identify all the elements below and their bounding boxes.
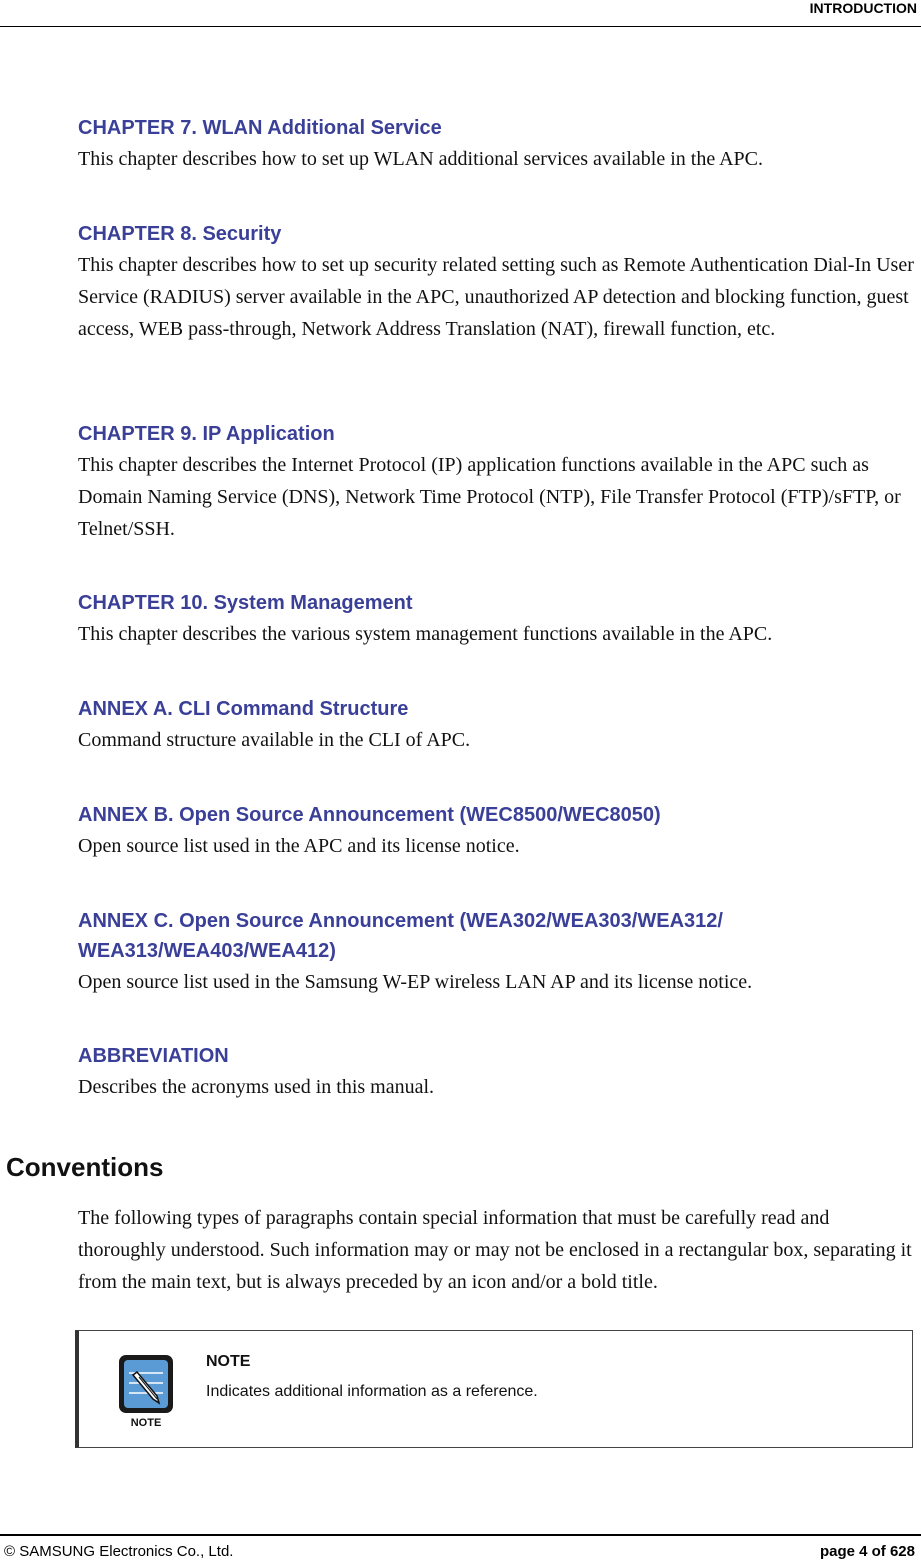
section-body: Open source list used in the APC and its license notice. (78, 835, 520, 857)
conventions-section (78, 1202, 918, 1298)
section-chapter-7 (78, 113, 918, 175)
note-text: Indicates additional information as a reference. (206, 1383, 538, 1400)
section-chapter-10 (78, 588, 918, 650)
section-chapter-8 (78, 219, 918, 345)
footer-copyright: © SAMSUNG Electronics Co., Ltd. (4, 1543, 234, 1560)
footer-page-number: page 4 of 628 (819, 1543, 915, 1560)
section-title: CHAPTER 10. System Management (78, 592, 413, 614)
section-body: Describes the acronyms used in this manual. (78, 1076, 435, 1098)
section-body: This chapter describes how to set up WLAN additional services available in the APC. (78, 148, 764, 170)
section-body: Open source list used in the Samsung W-EP wireless LAN AP and its license notice. (78, 971, 753, 993)
note-icon-label: NOTE (130, 1417, 162, 1429)
page-header-title: INTRODUCTION (809, 0, 917, 16)
section-title: CHAPTER 7. WLAN Additional Service (78, 117, 442, 139)
section-title: CHAPTER 9. IP Application (78, 423, 335, 445)
section-title: ANNEX A. CLI Command Structure (78, 698, 409, 720)
section-annex-c (78, 906, 918, 998)
header-rule (0, 26, 921, 27)
note-icon (117, 1353, 175, 1429)
section-title: ABBREVIATION (78, 1045, 229, 1067)
note-title: NOTE (206, 1353, 251, 1370)
section-body: This chapter describes the Internet Protocol (IP) application functions available in the APC such as Domain Naming Service (DNS), Network Time Protocol (NTP), File Transfer Protocol (FTP)/sFTP, or Telnet/SSH. (78, 454, 901, 540)
section-annex-b (78, 800, 918, 862)
section-title: ANNEX B. Open Source Announcement (WEC8500/WEC8050) (78, 804, 661, 826)
section-body: Command structure available in the CLI of APC. (78, 729, 471, 751)
footer-rule (0, 1534, 921, 1536)
section-abbreviation (78, 1041, 918, 1103)
section-chapter-9 (78, 419, 918, 545)
note-box (75, 1330, 913, 1448)
section-body: This chapter describes the various system management functions available in the APC. (78, 623, 773, 645)
section-title: ANNEX C. Open Source Announcement (WEA302/WEA303/WEA312/ WEA313/WEA403/WEA412) (78, 910, 723, 962)
section-annex-a (78, 694, 918, 756)
conventions-body: The following types of paragraphs contain special information that must be carefully read and thoroughly understood. Such information may or may not be enclosed in a rectangular box, separating it from the main text, but is always preceded by an icon and/or a bold title. (78, 1207, 912, 1293)
conventions-heading: Conventions (6, 1152, 164, 1182)
section-body: This chapter describes how to set up security related setting such as Remote Authentication Dial-In User Service (RADIUS) server available in the APC, unauthorized AP detection and blocking function, guest access, WEB pass-through, Network Address Translation (NAT), firewall function, etc. (78, 254, 914, 340)
section-title: CHAPTER 8. Security (78, 223, 282, 245)
